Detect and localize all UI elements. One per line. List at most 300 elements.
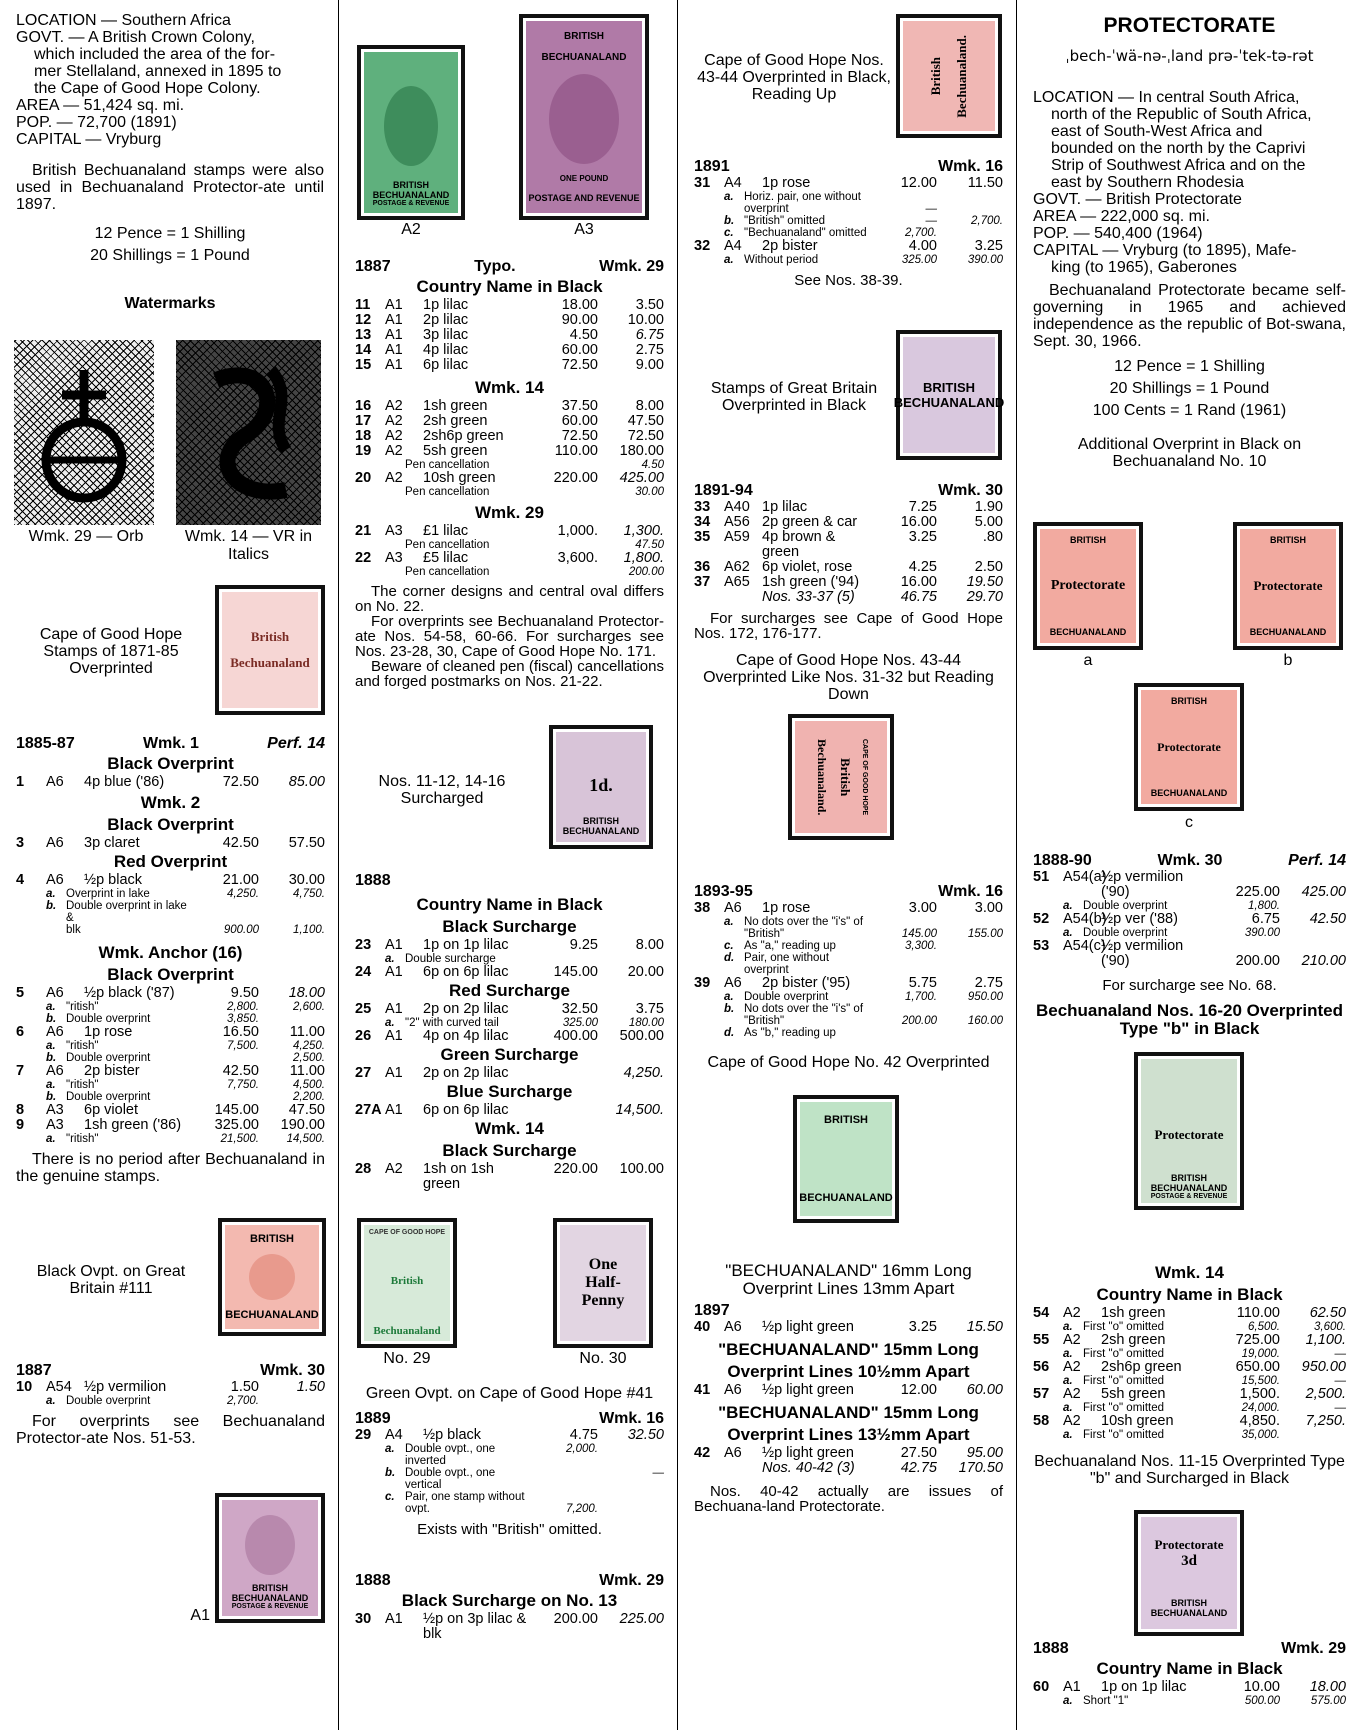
- row-type: A6: [724, 1319, 742, 1335]
- row-value: 10.00: [627, 312, 664, 328]
- row-description: 2p on 2p lilac: [423, 1001, 509, 1017]
- row-value: [1280, 870, 1346, 885]
- row-value: 57.50: [288, 835, 325, 851]
- variety-value: —: [1334, 1402, 1346, 1414]
- queen-portrait-icon: [245, 1515, 295, 1575]
- stamp-text: BRITISH: [1270, 535, 1306, 545]
- note: Exists with "British" omitted.: [417, 1521, 602, 1538]
- stamp-text: BECHUANALAND: [541, 52, 627, 64]
- row-type: A1: [385, 312, 403, 328]
- variety-letter: a.: [46, 1001, 56, 1013]
- stamp-text: BRITISH: [1171, 1598, 1207, 1608]
- section-heading: Blue Surcharge: [446, 1082, 573, 1101]
- row-number: 12: [355, 312, 372, 328]
- stamp-row: [16, 1025, 325, 1040]
- row-description: 2sh green: [423, 413, 488, 429]
- stamp-row: [355, 328, 664, 343]
- stamp-row: [1033, 1680, 1346, 1695]
- currency-line: 20 Shillings = 1 Pound: [1109, 380, 1270, 397]
- variety-letter: a.: [1063, 1429, 1073, 1441]
- issue-year: 1891-94: [694, 482, 753, 499]
- row-type: A2: [385, 398, 403, 414]
- section-caption: Bechuanaland Nos. 11-15 Overprinted Type "b" and Surcharged in Black: [1034, 1453, 1345, 1487]
- gb-caption: Black Ovpt. on Great Britain #111: [36, 1263, 186, 1297]
- row-value: 42.50: [1309, 911, 1346, 927]
- total-v1: 46.75: [900, 589, 937, 605]
- stamp-text: BECHUANALAND: [225, 1309, 319, 1321]
- variety-value: [937, 916, 1003, 928]
- no30-label: No. 30: [579, 1350, 627, 1367]
- variety-description: "British": [744, 1015, 785, 1027]
- listing-1891-94: [694, 482, 1003, 641]
- variety-description: Pen cancellation: [405, 566, 490, 578]
- stamp-row: [1033, 1333, 1346, 1348]
- issue-typo: Typo.: [474, 258, 516, 275]
- stamp-text: One: [588, 1256, 618, 1273]
- variety-value: [871, 1003, 937, 1015]
- stamp-row: [1033, 939, 1346, 954]
- stamp-row: [694, 530, 1003, 560]
- row-value: 12.00: [900, 1382, 937, 1398]
- variety-value: 21,500.: [220, 1133, 259, 1145]
- variety-value: 1,100.: [293, 924, 325, 936]
- variety-value: 14,500.: [286, 1133, 325, 1145]
- stamp-rows: [694, 500, 1003, 590]
- row-value: [1214, 870, 1280, 885]
- stamp-text: BRITISH: [393, 180, 429, 190]
- row-number: 54: [1033, 1305, 1050, 1321]
- row-description: ('90): [1101, 953, 1130, 969]
- type-c-label: c: [1185, 814, 1193, 831]
- row-type: A2: [1063, 1332, 1081, 1348]
- variety-description: "ritish": [66, 1133, 99, 1145]
- row-value: 8.00: [635, 398, 664, 414]
- intro-line: bounded on the north by the Caprivi: [1051, 140, 1306, 157]
- a2-label: A2: [401, 221, 421, 238]
- variety-description: First "o" omitted: [1083, 1375, 1165, 1387]
- variety-letter: a.: [724, 254, 734, 266]
- row-description: 2p bister ('95): [762, 975, 851, 991]
- variety-letter: c.: [724, 940, 734, 952]
- stamp-text: BECHUANALAND: [1150, 788, 1228, 798]
- watermarks-title: Watermarks: [124, 295, 216, 312]
- issue-wmk: Wmk. 29: [599, 1572, 664, 1589]
- row-number: 41: [694, 1382, 711, 1398]
- row-value: 72.50: [561, 428, 598, 444]
- queen-portrait-icon: [384, 86, 438, 166]
- stamp-text: ONE POUND: [559, 173, 609, 183]
- variety-description: Double overprint: [66, 1091, 151, 1103]
- surcharged-stamp: [549, 725, 653, 849]
- stamp-text: POSTAGE & REVENUE: [372, 200, 450, 207]
- intro-line: Strip of Southwest Africa and on the: [1051, 157, 1306, 174]
- row-value: 650.00: [1235, 1359, 1280, 1375]
- stamp-text: British: [390, 1274, 424, 1287]
- intro-line: which included the area of the for-: [34, 46, 276, 63]
- row-value: 47.50: [288, 1102, 325, 1118]
- variety-value: [259, 900, 325, 924]
- section-heading: Wmk. 29: [475, 503, 544, 522]
- stamp-row: [16, 775, 325, 790]
- variety-value: 200.00: [901, 1015, 937, 1027]
- row-type: A2: [385, 413, 403, 429]
- row-type: A6: [46, 985, 64, 1001]
- row-value: 145.00: [214, 1102, 259, 1118]
- row-value: 3.75: [635, 1001, 664, 1017]
- variety-description: Horiz. pair, one without: [744, 191, 861, 203]
- variety-value: [532, 1467, 598, 1491]
- row-number: 20: [355, 470, 372, 486]
- type-b-surcharge-stamp: [1134, 1510, 1244, 1636]
- row-description: 5sh green: [1101, 1386, 1166, 1402]
- row-description: 1p on 1p lilac: [1101, 1679, 1187, 1695]
- row-number: 23: [355, 937, 372, 953]
- variety-description: Double overprint: [66, 1395, 151, 1407]
- green-caption: Green Ovpt. on Cape of Good Hope #41: [365, 1385, 654, 1402]
- column-2: [339, 0, 678, 1730]
- variety-value: 4.50: [641, 459, 664, 471]
- variety-letter: a.: [1063, 1402, 1073, 1414]
- row-type: A1: [385, 327, 403, 343]
- total-row: [694, 590, 1003, 605]
- row-value: 500.00: [619, 1028, 664, 1044]
- pronunciation: ˌbech-ˈwä-nə-ˌland prə-ˈtek-tə-rət: [1065, 47, 1314, 65]
- variety-value: 6,500.: [1248, 1321, 1280, 1333]
- row-type: A54: [46, 1379, 72, 1395]
- row-value: 5.75: [908, 975, 937, 991]
- section-heading: Country Name in Black: [1096, 1659, 1283, 1678]
- row-type: A2: [1063, 1305, 1081, 1321]
- variety-value: [532, 566, 598, 578]
- section-caption: Cape of Good Hope Nos. 43-44 Overprinted Like Nos. 31-32 but Reading Down: [703, 652, 994, 703]
- row-value: 425.00: [619, 470, 664, 486]
- row-value: 27.50: [900, 1445, 937, 1461]
- issue-header: [355, 872, 664, 890]
- row-value: 4,850.: [1239, 1413, 1280, 1429]
- issue-perf: Perf. 14: [267, 735, 325, 752]
- listing-1885: [16, 735, 325, 1185]
- stamp-row: [355, 429, 664, 444]
- stamp-row: [355, 471, 664, 486]
- row-type: A54(c): [1063, 938, 1106, 954]
- section-caption: Cape of Good Hope No. 42 Overprinted: [707, 1054, 990, 1071]
- variety-row: [16, 924, 325, 936]
- variety-value: 15,500.: [1241, 1375, 1280, 1387]
- row-description: 10sh green: [1101, 1413, 1174, 1429]
- row-number: 3: [16, 835, 25, 851]
- row-description: 1p lilac: [762, 499, 808, 515]
- stamp-text: BRITISH: [252, 1583, 288, 1593]
- issue-header: [694, 883, 1003, 901]
- stamp-row: [694, 560, 1003, 575]
- row-type: A6: [46, 835, 64, 851]
- row-type: A1: [385, 964, 403, 980]
- row-description: 2sh green: [1101, 1332, 1166, 1348]
- row-value: 6.75: [1251, 911, 1280, 927]
- total-row: [694, 1461, 1003, 1476]
- stamp-text: CAPE OF GOOD HOPE: [861, 738, 868, 816]
- variety-value: 47.50: [635, 539, 664, 551]
- listing-1887-typo: [355, 258, 664, 689]
- variety-row: [355, 1467, 664, 1491]
- variety-value: [937, 1003, 1003, 1015]
- stamp-row: [694, 500, 1003, 515]
- variety-row: [355, 1443, 664, 1467]
- row-value: 95.00: [966, 1445, 1003, 1461]
- row-description: ½p on 3p lilac & blk: [423, 1611, 527, 1642]
- row-value: [1214, 939, 1280, 954]
- stamp-text: CAPE OF GOOD HOPE: [368, 1229, 446, 1236]
- issue-header: [16, 735, 325, 753]
- variety-letter: [355, 1503, 405, 1515]
- issue-year: 1888: [355, 1572, 391, 1589]
- row-value: 11.00: [289, 1024, 325, 1040]
- variety-description: Double overprint: [1083, 927, 1168, 939]
- stamp-text: BRITISH: [583, 816, 619, 826]
- row-description: 4p blue ('86): [84, 774, 165, 790]
- note: Nos. 40-42 actually are issues of Bechuana-land Protectorate.: [694, 1483, 1003, 1515]
- issue-year: 1888-90: [1033, 852, 1092, 869]
- row-number: 1: [16, 774, 25, 790]
- row-number: 53: [1033, 938, 1050, 954]
- stamp-row: [16, 986, 325, 1001]
- variety-value: 3,300.: [905, 940, 937, 952]
- variety-value: 1,700.: [905, 991, 937, 1003]
- variety-row: [694, 215, 1003, 227]
- intro-line: east by Southern Rhodesia: [1051, 174, 1245, 191]
- stamp-row: [355, 1066, 664, 1081]
- row-description: ½p black ('87): [84, 985, 175, 1001]
- row-value: 21.00: [222, 872, 259, 888]
- row-type: A59: [724, 529, 750, 545]
- row-description: 1p rose: [762, 900, 811, 916]
- stamp-row: [355, 1029, 664, 1044]
- section-heading: Black Surcharge: [442, 1141, 577, 1160]
- currency: [1033, 356, 1346, 422]
- variety-letter: a.: [46, 888, 56, 900]
- section-heading: "BECHUANALAND" 15mm Long Overprint Lines 10½mm Apart: [718, 1340, 979, 1381]
- variety-value: 2,700.: [227, 1395, 259, 1407]
- variety-value: 4,250.: [293, 1040, 325, 1052]
- cogh-no42-stamp: [793, 1095, 899, 1223]
- stamp-text: POSTAGE & REVENUE: [1150, 1193, 1228, 1200]
- note: For surcharge see No. 68.: [1102, 977, 1277, 994]
- type-c-stamp: [1134, 683, 1244, 811]
- variety-description: "ritish": [66, 1001, 99, 1013]
- variety-value: 200.00: [628, 566, 664, 578]
- stamp-text: Bechuanaland: [230, 655, 310, 670]
- row-description: 2p bister: [762, 238, 818, 254]
- variety-letter: a.: [1063, 927, 1073, 939]
- cogh-overprint-stamp: [215, 585, 325, 715]
- row-description: 5sh green: [423, 443, 488, 459]
- stamp-text: BRITISH: [824, 1114, 868, 1126]
- type-b-overprint-stamp: [1134, 1052, 1244, 1210]
- row-value: .80: [982, 529, 1003, 545]
- variety-row: [694, 940, 1003, 952]
- variety-description: Overprint in lake: [66, 888, 150, 900]
- variety-value: [871, 952, 937, 976]
- row-value: 4.00: [908, 238, 937, 254]
- row-type: [1063, 954, 1101, 969]
- row-value: 3.00: [974, 900, 1003, 916]
- variety-value: [532, 1491, 598, 1503]
- variety-value: 180.00: [628, 1017, 664, 1029]
- row-value: 60.00: [561, 413, 598, 429]
- row-type: A1: [385, 1065, 403, 1081]
- row-value: 11.50: [967, 175, 1003, 191]
- issue-wmk: Wmk. 1: [142, 735, 199, 752]
- total-v1: 42.75: [900, 1460, 937, 1476]
- row-number: 58: [1033, 1413, 1050, 1429]
- row-description: 1sh green ('86): [84, 1117, 182, 1133]
- section-heading: Country Name in Black: [416, 277, 603, 296]
- section-heading: Green Surcharge: [440, 1045, 579, 1064]
- row-description: 2p on 2p lilac: [423, 1065, 509, 1081]
- variety-row: [16, 888, 325, 900]
- section-heading: Black Overprint: [107, 754, 234, 773]
- row-number: 60: [1033, 1679, 1050, 1695]
- row-type: A4: [724, 238, 742, 254]
- variety-value: 2,700.: [905, 227, 937, 239]
- variety-description: ovpt.: [405, 1503, 430, 1515]
- row-value: 5.00: [974, 514, 1003, 530]
- stamp-text: Bechuanaland: [373, 1325, 441, 1337]
- variety-row: [694, 203, 1003, 215]
- variety-value: 160.00: [967, 1015, 1003, 1027]
- row-value: 1,100.: [1305, 1332, 1346, 1348]
- row-type: A4: [724, 175, 742, 191]
- listing-1897: [694, 1262, 1003, 1514]
- row-description: ('90): [1101, 884, 1130, 900]
- row-number: 18: [355, 428, 372, 444]
- note: For overprints see Bechuanaland Protector-ate Nos. 51-53.: [16, 1413, 325, 1447]
- issue-perf: Perf. 14: [1288, 852, 1346, 869]
- stamp-text: British: [838, 757, 853, 797]
- row-number: 52: [1033, 911, 1050, 927]
- stamp-row: [355, 938, 664, 953]
- variety-letter: a.: [46, 1133, 56, 1145]
- issue-wmk: Wmk. 29: [1281, 1640, 1346, 1657]
- row-description: 1p rose: [84, 1024, 133, 1040]
- issue-wmk: Wmk. 16: [938, 158, 1003, 175]
- stamp-row: [16, 873, 325, 888]
- variety-value: 2,600.: [293, 1001, 325, 1013]
- row-type: A6: [724, 1382, 742, 1398]
- stamp-text: BECHUANALAND: [1150, 1183, 1228, 1193]
- page-title: PROTECTORATE: [1103, 14, 1276, 37]
- intro-line: king (to 1965), Gaberones: [1051, 259, 1237, 276]
- no30-stamp: [553, 1218, 653, 1348]
- variety-description: First "o" omitted: [1083, 1348, 1165, 1360]
- variety-description: overprint: [744, 203, 789, 215]
- variety-row: [694, 1015, 1003, 1027]
- row-value: 3,600.: [557, 550, 598, 566]
- row-type: A3: [46, 1102, 64, 1118]
- issue-header: [1033, 852, 1346, 870]
- issue-year: 1885-87: [16, 735, 75, 752]
- stamp-row: [694, 1446, 1003, 1461]
- variety-letter: a.: [1063, 900, 1073, 912]
- row-number: 42: [694, 1445, 711, 1461]
- stamp-text: BECHUANALAND: [1049, 627, 1127, 637]
- variety-value: 3,850.: [227, 1013, 259, 1025]
- variety-description: Pen cancellation: [405, 459, 490, 471]
- stamp-row: [355, 414, 664, 429]
- variety-description: No dots over the "i's" of: [744, 916, 864, 928]
- issue-year: 1889: [355, 1410, 391, 1427]
- variety-value: [937, 1027, 1003, 1039]
- issue-year: 1893-95: [694, 883, 753, 900]
- variety-row: [694, 916, 1003, 928]
- stamp-row: [355, 1103, 664, 1118]
- stamp-row: [355, 298, 664, 313]
- row-number: 37: [694, 574, 711, 590]
- variety-value: 900.00: [223, 924, 259, 936]
- issue-year: 1888: [1033, 1640, 1069, 1657]
- variety-row: [694, 1003, 1003, 1015]
- row-description: 3p claret: [84, 835, 140, 851]
- a2-stamp: [357, 45, 465, 220]
- variety-letter: [694, 1015, 744, 1027]
- section-caption: Cape of Good Hope Nos. 43-44 Overprinted in Black, Reading Up: [697, 52, 891, 103]
- variety-description: Pen cancellation: [405, 539, 490, 551]
- row-value: 220.00: [553, 1161, 598, 1177]
- row-description: 6p on 6p lilac: [423, 964, 509, 980]
- section-heading: Wmk. 2: [140, 793, 201, 812]
- row-number: 51: [1033, 869, 1050, 885]
- variety-description: "ritish": [66, 1040, 99, 1052]
- row-value: 200.00: [553, 1611, 598, 1627]
- variety-row: [694, 1027, 1003, 1039]
- stamp-row: [694, 1320, 1003, 1335]
- issue-wmk: Wmk. 30: [938, 482, 1003, 499]
- row-description: ½p black: [423, 1427, 482, 1443]
- issue-header: [1033, 1640, 1346, 1658]
- row-value: 2,500.: [1305, 1386, 1346, 1402]
- row-description: ½p vermilion: [84, 1379, 167, 1395]
- note: See Nos. 38-39.: [794, 272, 903, 289]
- row-description: 4p lilac: [423, 342, 469, 358]
- row-value: 12.00: [900, 175, 937, 191]
- variety-letter: a.: [724, 191, 734, 203]
- row-number: 34: [694, 514, 711, 530]
- intro-line: CAPITAL — Vryburg (to 1895), Mafe-: [1033, 242, 1297, 259]
- queen-portrait-icon: [249, 1254, 295, 1300]
- row-number: 55: [1033, 1332, 1050, 1348]
- row-value: 18.00: [561, 297, 598, 313]
- row-number: 28: [355, 1161, 372, 1177]
- row-value: 14,500.: [615, 1102, 664, 1118]
- stamp-row: [355, 1002, 664, 1017]
- vr-watermark-image: [176, 340, 321, 525]
- row-value: 210.00: [1301, 953, 1346, 969]
- a3-stamp: [519, 14, 649, 220]
- row-value: 60.00: [966, 1382, 1003, 1398]
- row-type: A6: [724, 975, 742, 991]
- row-value: 325.00: [214, 1117, 259, 1133]
- variety-description: Short "1": [1083, 1695, 1129, 1707]
- row-value: 190.00: [280, 1117, 325, 1133]
- variety-value: 2,200.: [293, 1091, 325, 1103]
- row-value: 18.00: [288, 985, 325, 1001]
- variety-value: [937, 203, 1003, 215]
- row-value: 15.50: [966, 1319, 1003, 1335]
- variety-letter: a.: [385, 953, 395, 965]
- row-number: 31: [694, 175, 711, 191]
- variety-letter: b.: [46, 1013, 57, 1025]
- row-description: 1sh green: [423, 398, 488, 414]
